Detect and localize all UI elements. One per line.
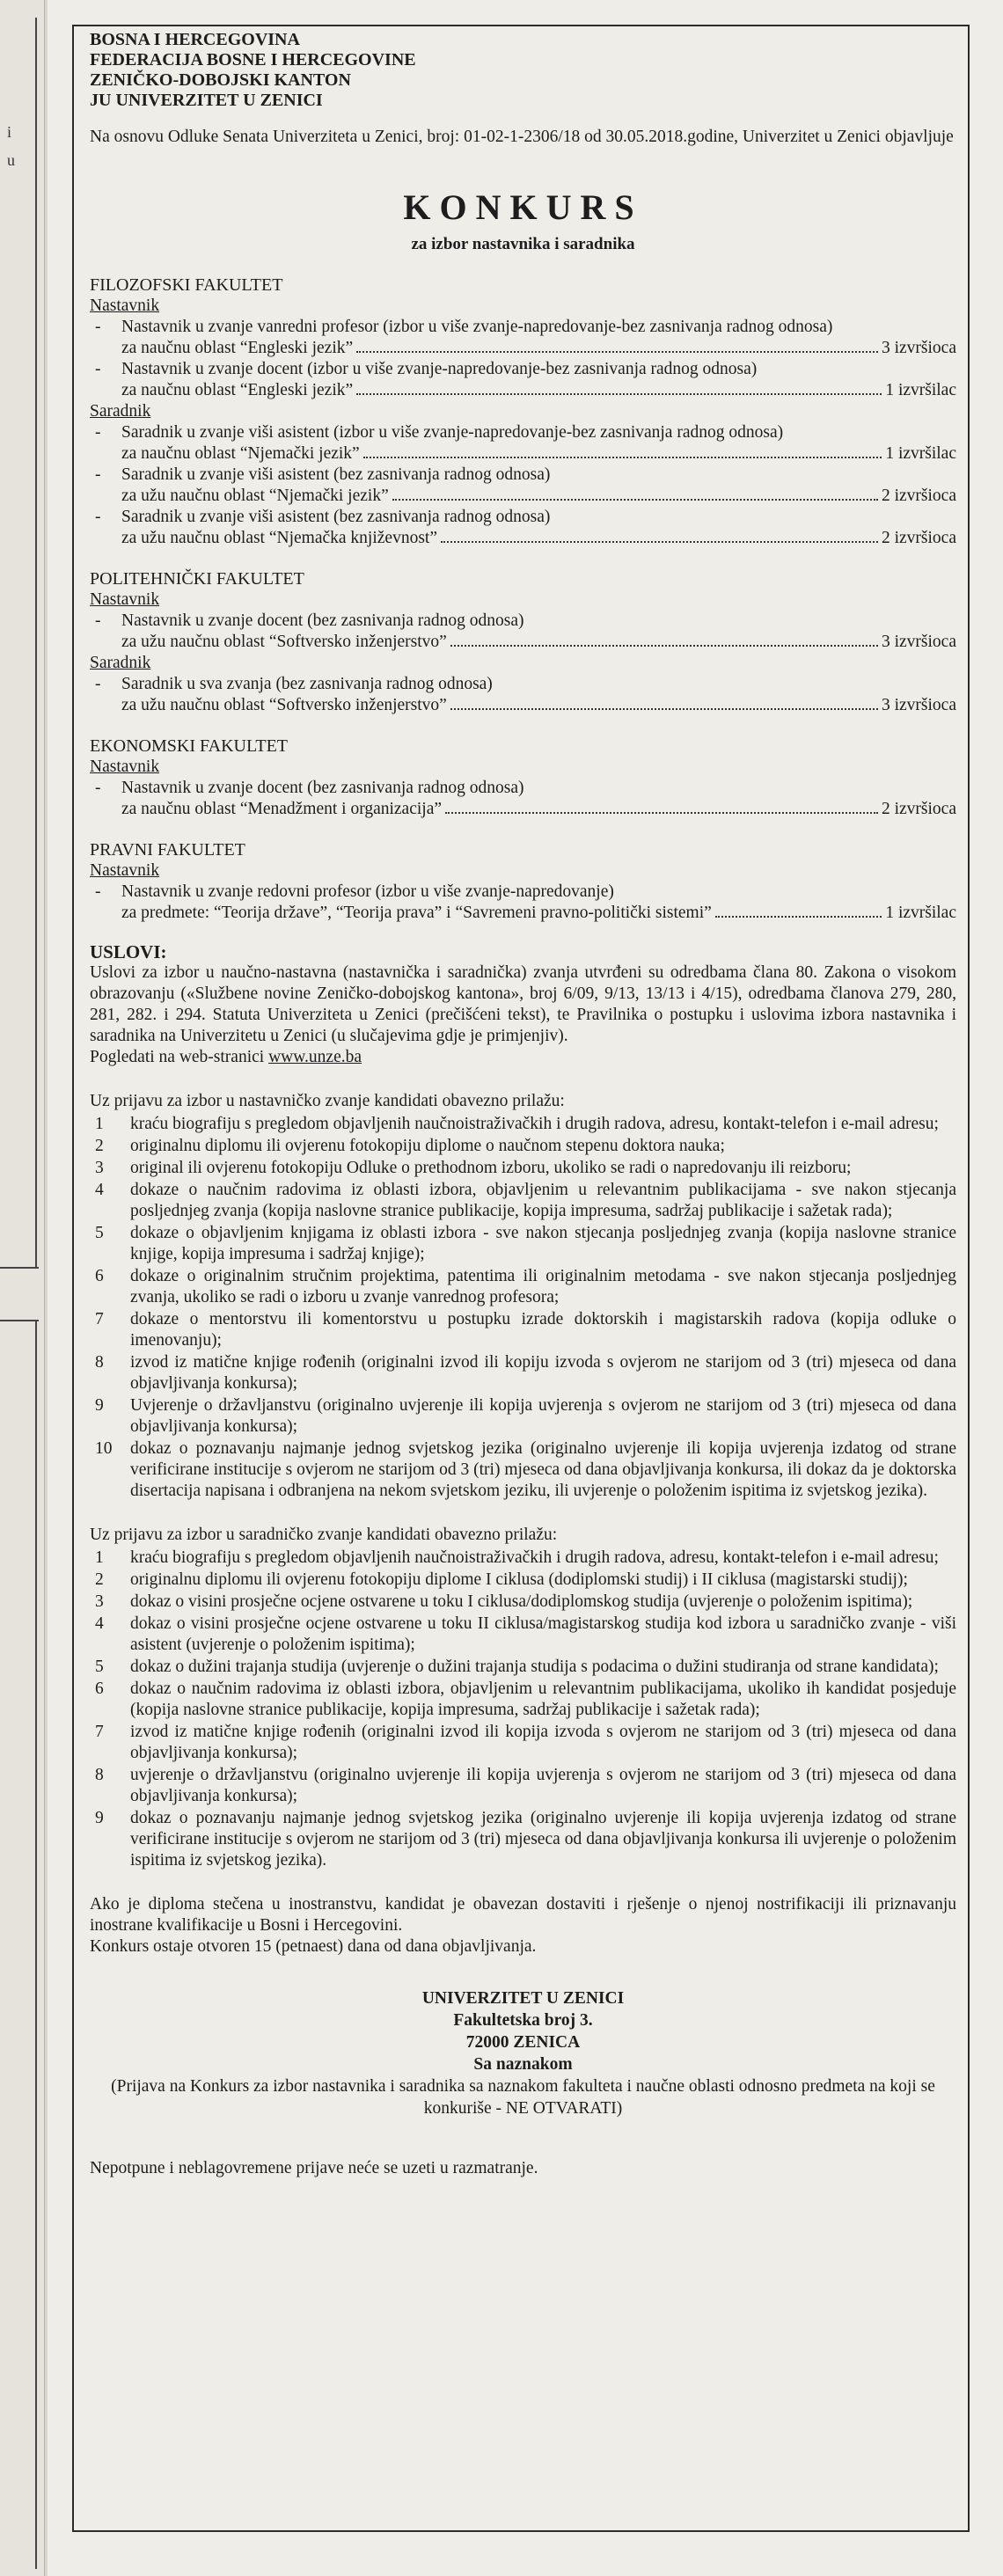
position-title: Saradnik u zvanje viši asistent (izbor u više zvanje-napredovanje-bez zasnivanja radnog odnosa)	[121, 423, 784, 442]
margin-rule	[35, 1320, 37, 2569]
position-title: Nastavnik u zvanje redovni profesor (izbor u više zvanje-napredovanje)	[121, 882, 614, 901]
list-item	[90, 1679, 956, 1721]
conditions-text: Uslovi za izbor u naučno-nastavna (nastavnička i saradnička) zvanja utvrđeni su odredbama člana 80. Zakona o visokom obrazovanju («Službene novine Zeničko-dobojskog kantona», broj 6/09, 9/13, 13/13 i 4/15), odredbama članova 279, 280, 281, 282. i 294. Statuta Univerziteta u Zenici (prečišćeni tekst), te Pravilnika o postupku i uslovima izbora nastavnika i saradnika na Univerzitetu u Zenici (u slučajevima gdje je primjenjiv).	[90, 963, 956, 1045]
position-field: za užu naučnu oblast “Softversko inženjerstvo”	[121, 696, 447, 714]
list-text: dokaze o mentorstvu ili komentorstvu u postupku izrade doktorskih i magistarskih radova (kopija odluke o imenovanju);	[130, 1310, 956, 1350]
final-note: Nepotpune i neblagovremene prijave neće se uzeti u razmatranje.	[90, 2159, 538, 2177]
margin-rule	[0, 1320, 39, 1321]
position-title: Saradnik u zvanje viši asistent (bez zasnivanja radnog odnosa)	[121, 508, 551, 526]
website-line	[90, 1047, 956, 1068]
position-item	[90, 317, 956, 338]
category-label	[90, 757, 956, 778]
list-item	[90, 1548, 956, 1569]
list-item	[90, 1570, 956, 1591]
list-item	[90, 1309, 956, 1351]
list-item	[90, 1657, 956, 1678]
newspaper-page	[48, 0, 1003, 2576]
list-number: 8	[95, 1353, 104, 1372]
bullet-dash: -	[95, 675, 101, 693]
associate-docs-intro: Uz prijavu za izbor u saradničko zvanje kandidati obavezno prilažu:	[90, 1526, 558, 1544]
list-text: kraću biografiju s pregledom objavljenih naučnoistraživačkih i drugih radova, adresu, kontakt-telefon i e-mail adresu;	[130, 1115, 939, 1133]
list-item	[90, 1395, 956, 1438]
dot-leader	[392, 499, 878, 501]
category-label-text: Nastavnik	[90, 296, 160, 315]
list-text: dokaz o visini prosječne ocjene ostvarene u toku II ciklusa/magistarskog studija kod izbora u saradničko zvanje - viši asistent (uvjerenje o položenim ispitima);	[130, 1614, 956, 1654]
position-field: za užu naučnu oblast “Njemačka književnost”	[121, 529, 437, 547]
category-label	[90, 589, 956, 611]
list-number: 9	[95, 1809, 104, 1827]
page-subtitle: za izbor nastavnika i saradnika	[411, 235, 635, 253]
bullet-dash: -	[95, 882, 101, 901]
position-count-line	[90, 380, 956, 401]
position-title: Saradnik u zvanje viši asistent (bez zasnivanja radnog odnosa)	[121, 465, 551, 484]
category-block	[90, 401, 956, 549]
list-text: dokaz o poznavanju najmanje jednog svjetskog jezika (originalno uvjerenje ili kopija uvjerenja izdatog od strane verificirane institucije s ovjerom ne starijom od 3 (tri) mjeseca od dana objavljivanja konkursa ili uvjerenje o položenim ispitima iz svjetskog jezika).	[130, 1809, 956, 1870]
list-text: dokaze o naučnim radovima iz oblasti izbora, objavljenim u relevantnim publikacijama - sve nakon stjecanja posljednjeg zvanja (kopija naslovne stranice publikacije, kopija impresuma, sadržaj publikacije i sažetak rada);	[130, 1181, 956, 1220]
list-text: dokaz o naučnim radovima iz oblasti izbora, objavljenim u relevantnim publikacijama, ukoliko ih kandidat posjeduje (kopija naslovne stranice publikacije, kopija impresuma, sadržaj publikacije i sažetak rada);	[130, 1680, 956, 1719]
position-count-line	[90, 632, 956, 653]
position-item	[90, 465, 956, 486]
institution-header	[90, 30, 956, 111]
position-count: 3 izvršioca	[881, 339, 956, 357]
list-item	[90, 1223, 956, 1265]
position-count: 2 izvršioca	[881, 800, 956, 818]
category-block	[90, 757, 956, 820]
list-text: originalnu diplomu ili ovjerenu fotokopiju diplome o naučnom stepenu doktora nauka;	[130, 1137, 725, 1155]
teacher-docs-list	[90, 1114, 956, 1502]
list-text: izvod iz matične knjige rođenih (originalni izvod ili kopiju izvoda s ovjerom ne starijom od 3 (tri) mjeseca od dana objavljivanja konkursa);	[130, 1353, 956, 1393]
list-item	[90, 1722, 956, 1764]
category-label	[90, 401, 956, 422]
position-field: za naučnu oblast “Njemački jezik”	[121, 444, 360, 463]
dot-leader	[450, 645, 878, 647]
position-field: za užu naučnu oblast “Softversko inženjerstvo”	[121, 633, 447, 651]
list-item	[90, 1180, 956, 1222]
bullet-dash: -	[95, 611, 101, 630]
margin-rule	[35, 18, 37, 1267]
dot-leader	[356, 393, 882, 395]
list-number: 3	[95, 1592, 104, 1611]
list-text: Uvjerenje o državljanstvu (originalno uvjerenje ili kopija uvjerenja s ovjerom ne starijom od 3 (tri) mjeseca od dana objavljivanja konkursa);	[130, 1396, 956, 1436]
position-item	[90, 674, 956, 695]
list-text: dokaz o visini prosječne ocjene ostvarene u toku I ciklusa/dodiplomskog studija (uvjerenje o položenim ispitima);	[130, 1592, 913, 1611]
category-label-text: Saradnik	[90, 402, 151, 421]
position-item	[90, 422, 956, 443]
list-item	[90, 1592, 956, 1613]
list-number: 1	[95, 1548, 104, 1567]
list-number: 7	[95, 1310, 104, 1328]
list-number: 2	[95, 1137, 104, 1155]
position-count-line	[90, 486, 956, 507]
list-number: 8	[95, 1766, 104, 1784]
list-item	[90, 1352, 956, 1394]
position-count: 3 izvršioca	[881, 696, 956, 714]
category-block	[90, 589, 956, 653]
category-label	[90, 296, 956, 317]
faculty-block	[90, 568, 956, 716]
dot-leader	[715, 916, 882, 918]
page-title: KONKURS	[403, 187, 643, 227]
list-text: izvod iz matične knjige rođenih (originalni izvod ili kopija izvoda s ovjerom ne starijom od 3 (tri) mjeseca od dana objavljivanja konkursa);	[130, 1723, 956, 1762]
position-title: Saradnik u sva zvanja (bez zasnivanja radnog odnosa)	[121, 675, 493, 693]
category-block	[90, 860, 956, 924]
bullet-dash: -	[95, 465, 101, 484]
position-field: za užu naučnu oblast “Njemački jezik”	[121, 487, 389, 505]
list-number: 6	[95, 1267, 104, 1285]
faculty-name: FILOZOFSKI FAKULTET	[90, 275, 283, 295]
bullet-dash: -	[95, 318, 101, 336]
list-item	[90, 1765, 956, 1807]
position-field: za naučnu oblast “Engleski jezik”	[121, 381, 354, 399]
margin-glyph: i	[7, 123, 12, 141]
faculty-block	[90, 839, 956, 924]
position-count-line	[90, 799, 956, 820]
adjacent-page-strip	[0, 0, 45, 2576]
website-link[interactable]: www.unze.ba	[268, 1048, 362, 1066]
position-count: 1 izvršilac	[885, 904, 956, 922]
list-number: 4	[95, 1181, 104, 1199]
faculties-section	[90, 274, 956, 924]
category-label-text: Saradnik	[90, 654, 151, 672]
position-field: za predmete: “Teorija države”, “Teorija prava” i “Savremeni pravno-politički sistemi”	[121, 904, 712, 922]
announcement-content	[90, 30, 956, 2179]
position-title: Nastavnik u zvanje docent (bez zasnivanja radnog odnosa)	[121, 779, 524, 797]
position-item	[90, 778, 956, 799]
position-count: 3 izvršioca	[881, 633, 956, 651]
position-item	[90, 359, 956, 380]
list-text: dokaze o objavljenim knjigama iz oblasti izbora - sve nakon stjecanja posljednjeg zvanja (kopija naslovne stranice knjige, kopija impresuma i sadržaj knjige);	[130, 1224, 956, 1263]
bullet-dash: -	[95, 779, 101, 797]
position-title: Nastavnik u zvanje vanredni profesor (izbor u više zvanje-napredovanje-bez zasnivanja radnog odnosa)	[121, 318, 833, 336]
list-text: dokaz o dužini trajanja studija (uvjerenje o dužini trajanja studija s podacima o dužini studiranja od strane kandidata);	[130, 1658, 939, 1676]
address-city: 72000 ZENICA	[465, 2033, 581, 2052]
list-text: kraću biografiju s pregledom objavljenih naučnoistraživačkih i drugih radova, adresu, kontakt-telefon i e-mail adresu;	[130, 1548, 939, 1567]
position-field: za naučnu oblast “Engleski jezik”	[121, 339, 354, 357]
header-line: BOSNA I HERCEGOVINA	[90, 30, 300, 49]
dot-leader	[441, 541, 878, 543]
list-text: original ili ovjerenu fotokopiju Odluke o prethodnom izboru, ukoliko se radi o napredovanju ili reizboru;	[130, 1159, 852, 1177]
list-item	[90, 1136, 956, 1157]
list-number: 5	[95, 1224, 104, 1242]
position-field: za naučnu oblast “Menadžment i organizacija”	[121, 800, 443, 818]
position-count-line	[90, 695, 956, 716]
conditions-heading: USLOVI:	[90, 941, 167, 962]
list-text: uvjerenje o državljanstvu (originalno uvjerenje ili kopija uvjerenja s ovjerom ne starijom od 3 (tri) mjeseca od dana objavljivanja konkursa);	[130, 1766, 956, 1805]
list-item	[90, 1158, 956, 1179]
list-item	[90, 1614, 956, 1656]
category-label	[90, 653, 956, 674]
list-number: 5	[95, 1658, 104, 1676]
category-label-text: Nastavnik	[90, 590, 160, 609]
dot-leader	[356, 351, 878, 353]
intro-paragraph: Na osnovu Odluke Senata Univerziteta u Zenici, broj: 01-02-1-2306/18 od 30.05.2018.godine, Univerzitet u Zenici objavljuje	[90, 128, 954, 146]
teacher-docs-intro: Uz prijavu za izbor u nastavničko zvanje kandidati obavezno prilažu:	[90, 1092, 565, 1110]
diploma-note: Ako je diploma stečena u inostranstvu, kandidat je obavezan dostaviti i rješenje o njenoj nostrifikaciji ili priznavanju inostrane kvalifikacije u Bosni i Hercegovini.	[90, 1895, 956, 1935]
position-title: Nastavnik u zvanje docent (bez zasnivanja radnog odnosa)	[121, 611, 524, 630]
dot-leader	[450, 708, 878, 710]
position-count: 1 izvršilac	[885, 381, 956, 399]
position-count-line	[90, 443, 956, 465]
margin-glyph: u	[7, 151, 15, 169]
list-number: 1	[95, 1115, 104, 1133]
position-count-line	[90, 528, 956, 549]
list-item	[90, 1808, 956, 1871]
category-label-text: Nastavnik	[90, 757, 160, 776]
address-street: Fakultetska broj 3.	[453, 2011, 593, 2030]
position-title: Nastavnik u zvanje docent (izbor u više zvanje-napredovanje-bez zasnivanja radnog odnosa)	[121, 360, 758, 378]
list-number: 7	[95, 1723, 104, 1741]
list-text: dokaz o poznavanju najmanje jednog svjetskog jezika (originalno uvjerenje ili kopija uvjerenja izdatog od strane verificirane institucije s ovjerom ne starijom od 3 (tri) mjeseca od dana objavljivanja konkursa, ili dokaz da je doktorska disertacija napisana i odbranjena na nekom svjetskom jeziku, ili uvjerenje o položenim ispitima iz svjetskog jezika).	[130, 1439, 956, 1500]
list-item	[90, 1438, 956, 1502]
header-line: FEDERACIJA BOSNE I HERCEGOVINE	[90, 50, 416, 70]
faculty-name: EKONOMSKI FAKULTET	[90, 736, 288, 756]
list-number: 10	[95, 1439, 113, 1458]
position-item	[90, 507, 956, 528]
bullet-dash: -	[95, 360, 101, 378]
bullet-dash: -	[95, 508, 101, 526]
submission-address	[90, 1987, 956, 2119]
position-count: 2 izvršioca	[881, 487, 956, 505]
list-number: 4	[95, 1614, 104, 1633]
list-text: dokaze o originalnim stručnim projektima, patentima ili originalnim metodama - sve nakon stjecanja posljednjeg zvanja, ukoliko se radi o izboru u zvanje vanrednog profesora;	[130, 1267, 956, 1306]
category-block	[90, 296, 956, 401]
dot-leader	[363, 457, 882, 458]
list-number: 3	[95, 1159, 104, 1177]
address-name: UNIVERZITET U ZENICI	[421, 1989, 625, 2008]
faculty-name: PRAVNI FAKULTET	[90, 840, 245, 860]
position-count-line	[90, 903, 956, 924]
position-item	[90, 882, 956, 903]
list-item	[90, 1266, 956, 1308]
list-text: originalnu diplomu ili ovjerenu fotokopiju diplome I ciklusa (dodiplomski studij) i II ciklusa (magistarski studij);	[130, 1570, 908, 1589]
dot-leader	[445, 812, 878, 814]
margin-rule	[0, 1267, 39, 1269]
header-line: ZENIČKO-DOBOJSKI KANTON	[90, 70, 351, 90]
category-label-text: Nastavnik	[90, 861, 160, 880]
position-item	[90, 611, 956, 632]
list-number: 9	[95, 1396, 104, 1415]
position-count: 2 izvršioca	[881, 529, 956, 547]
faculty-block	[90, 735, 956, 820]
list-number: 6	[95, 1680, 104, 1698]
faculty-name: POLITEHNIČKI FAKULTET	[90, 569, 304, 589]
open-period-note: Konkurs ostaje otvoren 15 (petnaest) dana od dana objavljivanja.	[90, 1937, 537, 1956]
associate-docs-list	[90, 1548, 956, 1871]
bullet-dash: -	[95, 423, 101, 442]
position-count-line	[90, 338, 956, 359]
faculty-block	[90, 274, 956, 549]
website-prefix: Pogledati na web-stranici	[90, 1048, 269, 1066]
category-block	[90, 653, 956, 716]
address-mark: Sa naznakom	[473, 2055, 573, 2074]
category-label	[90, 860, 956, 882]
address-note: (Prijava na Konkurs za izbor nastavnika i saradnika sa naznakom fakulteta i naučne oblasti odnosno predmeta na koji se konkuriše - NE OTVARATI)	[111, 2077, 935, 2118]
list-item	[90, 1114, 956, 1135]
header-line: JU UNIVERZITET U ZENICI	[90, 91, 323, 110]
list-number: 2	[95, 1570, 104, 1589]
position-count: 1 izvršilac	[885, 444, 956, 463]
